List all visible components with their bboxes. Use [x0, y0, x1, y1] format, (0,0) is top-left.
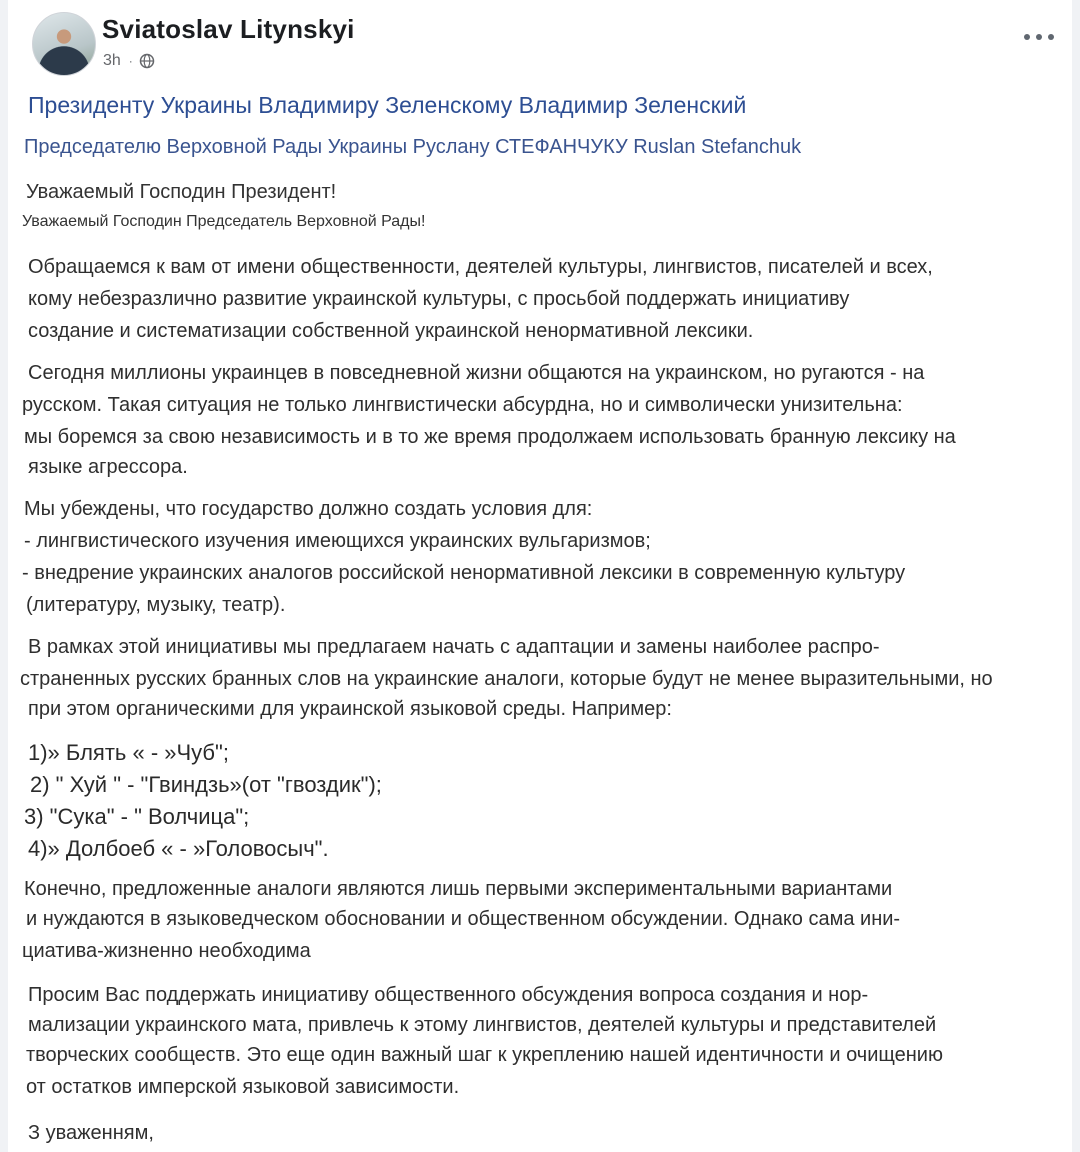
paragraph-4-line: при этом органическими для украинской языковой среды. Например: — [28, 698, 672, 720]
author-avatar[interactable] — [32, 12, 96, 76]
example-item: 3) "Сука" - " Волчица"; — [24, 804, 250, 829]
example-item: 4)» Долбоеб « - »Головосыч". — [28, 836, 329, 861]
facebook-post — [8, 0, 1072, 1152]
paragraph-2-line: русском. Такая ситуация не только лингвистически абсурдна, но и символически унизительна: — [22, 394, 903, 416]
author-name[interactable]: Sviatoslav Litynskyi — [102, 14, 355, 44]
globe-icon — [139, 53, 155, 69]
paragraph-4-line: В рамках этой инициативы мы предлагаем начать с адаптации и замены наиболее распро- — [28, 636, 880, 658]
greeting-speaker: Уважаемый Господин Председатель Верховной Рады! — [22, 213, 426, 230]
paragraph-1-line: создание и систематизации собственной украинской ненормативной лексики. — [28, 320, 754, 342]
example-item: 1)» Блять « - »Чуб"; — [28, 740, 229, 765]
paragraph-1-line: кому небезразлично развитие украинской культуры, с просьбой поддержать инициативу — [28, 288, 850, 310]
paragraph-5-line: Конечно, предложенные аналоги являются лишь первыми экспериментальными вариантами — [24, 878, 893, 900]
paragraph-3-line: (литературу, музыку, театр). — [26, 594, 286, 616]
paragraph-3-line: Мы убеждены, что государство должно создать условия для: — [24, 498, 593, 520]
example-item: 2) " Хуй " - "Гвиндзь»(от "гвоздик"); — [30, 772, 382, 797]
paragraph-3-line: - лингвистического изучения имеющихся украинских вульгаризмов; — [24, 530, 651, 552]
post-header — [8, 0, 1072, 90]
paragraph-2-line: мы боремся за свою независимость и в то же время продолжаем использовать бранную лексику на — [24, 426, 956, 448]
paragraph-3-line: - внедрение украинских аналогов российской ненормативной лексики в современную культуру — [22, 562, 906, 584]
addressee-speaker: Председателю Верховной Рады Украины Руслану СТЕФАНЧУКУ Ruslan Stefanchuk — [24, 136, 802, 158]
post-timestamp[interactable]: 3h — [103, 52, 121, 69]
closing-line: З уваженням, — [28, 1122, 154, 1144]
paragraph-6-line: от остатков имперской языковой зависимости. — [26, 1076, 460, 1098]
addressee-president: Президенту Украины Владимиру Зеленскому Владимир Зеленский — [28, 92, 747, 118]
more-options-icon[interactable] — [1024, 30, 1054, 44]
paragraph-6-line: творческих сообществ. Это еще один важный шаг к укреплению нашей идентичности и очищению — [26, 1044, 943, 1066]
paragraph-2-line: Сегодня миллионы украинцев в повседневной жизни общаются на украинском, но ругаются - на — [28, 362, 925, 384]
paragraph-5-line: циатива-жизненно необходима — [22, 940, 311, 962]
paragraph-4-line: страненных русских бранных слов на украинские аналоги, которые будут не менее выразительными, но — [20, 668, 993, 690]
paragraph-6-line: Просим Вас поддержать инициативу общественного обсуждения вопроса создания и нор- — [28, 984, 869, 1006]
paragraph-5-line: и нуждаются в языковедческом обосновании и общественном обсуждении. Однако сама ини- — [26, 908, 901, 930]
post-meta — [103, 52, 155, 70]
greeting-president: Уважаемый Господин Президент! — [26, 181, 337, 203]
meta-separator: · — [128, 54, 133, 68]
paragraph-2-line: языке агрессора. — [28, 456, 188, 478]
paragraph-6-line: мализации украинского мата, привлечь к этому лингвистов, деятелей культуры и представителей — [28, 1014, 937, 1036]
paragraph-1-line: Обращаемся к вам от имени общественности, деятелей культуры, лингвистов, писателей и всех, — [28, 256, 933, 278]
